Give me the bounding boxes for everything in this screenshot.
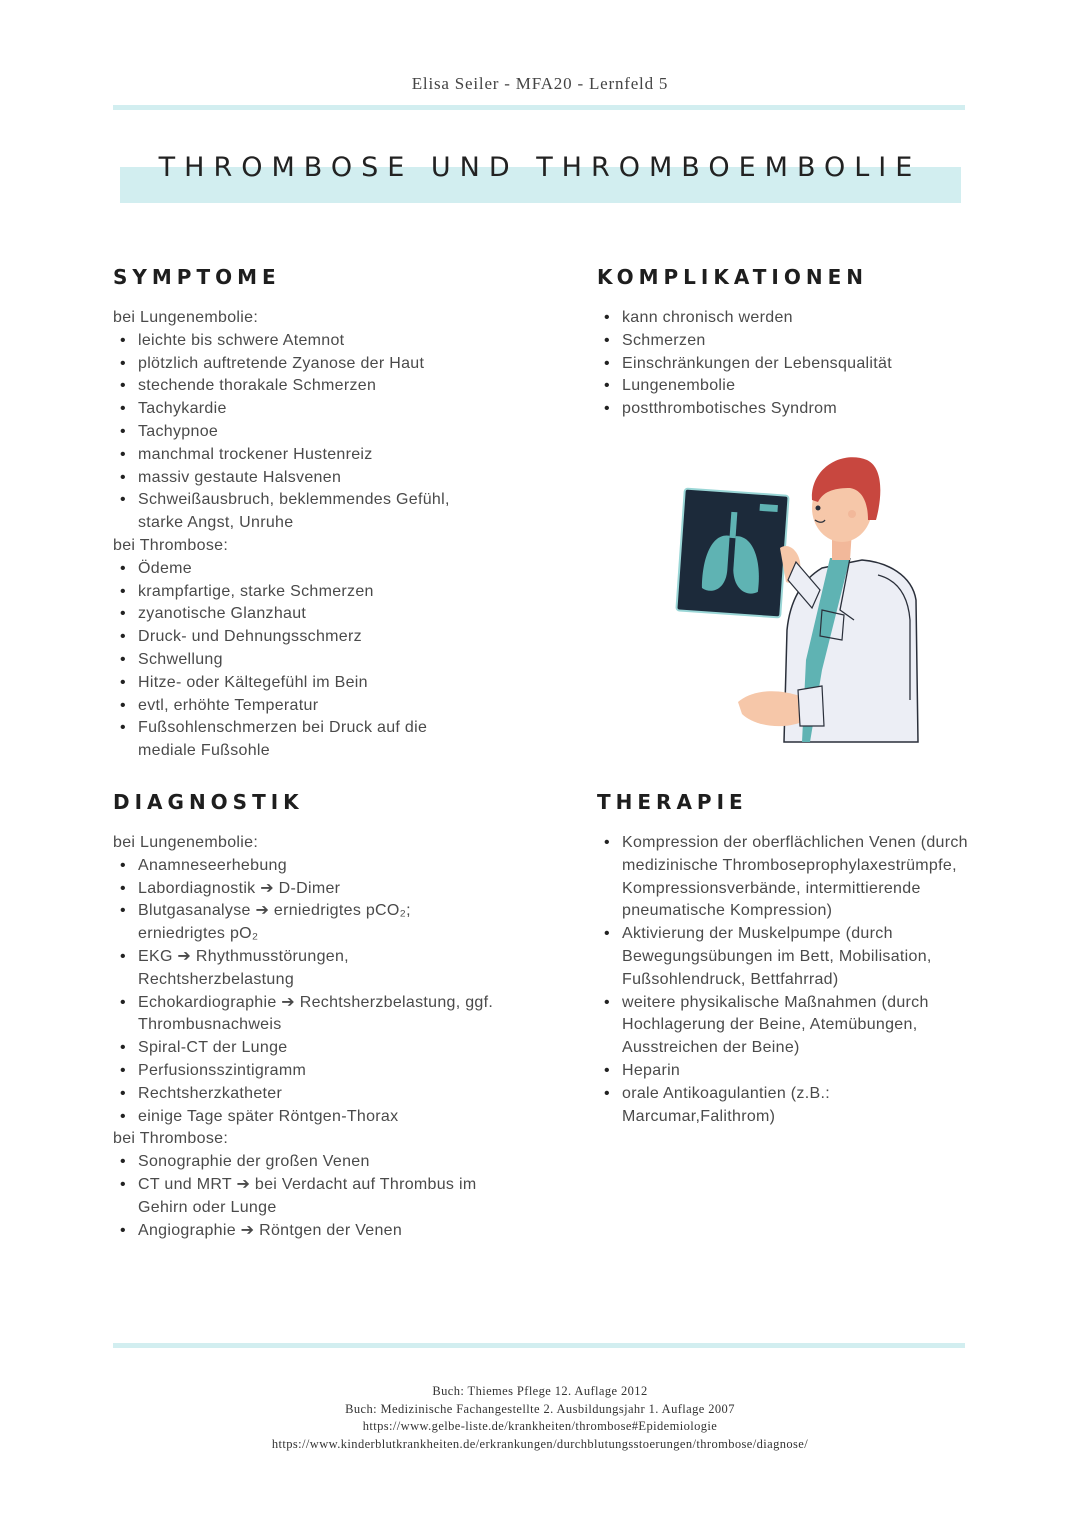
- subheading: bei Lungenembolie:: [113, 309, 259, 326]
- list-item: • Tachypnoe: [113, 421, 533, 444]
- list-item: • krampfartige, starke Schmerzen: [113, 581, 533, 604]
- list-item: • Tachykardie: [113, 398, 533, 421]
- list-item: • Spiral-CT der Lunge: [113, 1037, 533, 1060]
- list-item: • CT und MRT ➔ bei Verdacht auf Thrombus im Gehirn oder Lunge: [113, 1174, 498, 1220]
- list-item: • postthrombotisches Syndrom: [597, 398, 977, 421]
- list-item: • Aktivierung der Muskelpumpe (durch Bewegungsübungen im Bett, Mobilisation, Fußsohlendruck, Bettfahrrad): [597, 923, 969, 991]
- list-item: • Schweißausbruch, beklemmendes Gefühl, starke Angst, Unruhe: [113, 489, 483, 535]
- xray-board: [676, 489, 788, 618]
- list-item: • EKG ➔ Rhythmusstörungen, Rechtsherzbelastung: [113, 946, 378, 992]
- subheading: bei Thrombose:: [113, 1130, 229, 1148]
- list-item: • Einschränkungen der Lebensqualität: [597, 353, 977, 376]
- list-item: • stechende thorakale Schmerzen: [113, 375, 533, 398]
- list-item: • Schmerzen: [597, 330, 977, 353]
- list-item: • massiv gestaute Halsvenen: [113, 467, 533, 490]
- list-item: • einige Tage später Röntgen-Thorax: [113, 1106, 533, 1129]
- list-item: • kann chronisch werden: [597, 307, 977, 330]
- source-link[interactable]: https://www.gelbe-liste.de/krankheiten/thrombose#Epidemiologie: [362, 1419, 718, 1433]
- list-item: • Lungenembolie: [597, 375, 977, 398]
- list-item: • Echokardiographie ➔ Rechtsherzbelastung, ggf. Thrombusnachweis: [113, 992, 518, 1038]
- section-therapie: [597, 790, 969, 1128]
- source-line: Buch: Thiemes Pflege 12. Auflage 2012: [432, 1384, 648, 1398]
- top-divider: [113, 105, 965, 110]
- symptoms-lungenembolie-list: [113, 330, 533, 535]
- list-item: • Druck- und Dehnungsschmerz: [113, 626, 533, 649]
- list-item: • Sonographie der großen Venen: [113, 1151, 533, 1174]
- list-item: • leichte bis schwere Atemnot: [113, 330, 533, 353]
- list-item: • Labordiagnostik ➔ D-Dimer: [113, 878, 533, 901]
- symptoms-thrombose-list: [113, 558, 533, 763]
- page-header: Elisa Seiler - MFA20 - Lernfeld 5: [411, 74, 669, 93]
- section-title: SYMPTOME: [113, 265, 281, 289]
- sources-footer: [0, 1383, 1080, 1453]
- list-item: • Kompression der oberflächlichen Venen (durch medizinische Thromboseprophylaxestrümpfe, Kompressionsverbände, intermittierende pneumatische Kompression): [597, 832, 969, 923]
- subheading: bei Lungenembolie:: [113, 834, 259, 851]
- source-line: Buch: Medizinische Fachangestellte 2. Ausbildungsjahr 1. Auflage 2007: [345, 1401, 735, 1416]
- section-title: KOMPLIKATIONEN: [597, 265, 868, 289]
- list-item: • Schwellung: [113, 649, 533, 672]
- diagnostik-thrombose-list: [113, 1151, 533, 1242]
- list-item: • Perfusionsszintigramm: [113, 1060, 533, 1083]
- section-symptome: [113, 265, 533, 763]
- list-item: • evtl, erhöhte Temperatur: [113, 695, 533, 718]
- list-item: • Angiographie ➔ Röntgen der Venen: [113, 1220, 533, 1243]
- list-item: • manchmal trockener Hustenreiz: [113, 444, 533, 467]
- section-komplikationen: [597, 265, 977, 421]
- list-item: • zyanotische Glanzhaut: [113, 603, 533, 626]
- list-item: • Anamneseerhebung: [113, 855, 533, 878]
- list-item: • weitere physikalische Maßnahmen (durch Hochlagerung der Beine, Atemübungen, Ausstreichen der Beine): [597, 992, 969, 1060]
- list-item: • Fußsohlenschmerzen bei Druck auf die mediale Fußsohle: [113, 717, 458, 763]
- komplikationen-list: [597, 307, 977, 421]
- source-link[interactable]: https://www.kinderblutkrankheiten.de/erkrankungen/durchblutungsstoerungen/thrombose/diagnose/: [271, 1436, 809, 1451]
- list-item: • orale Antikoagulantien (z.B.: Marcumar,Falithrom): [597, 1083, 862, 1129]
- list-item: • Hitze- oder Kältegefühl im Bein: [113, 672, 533, 695]
- diagnostik-lungenembolie-list: [113, 855, 533, 1129]
- list-item: • Rechtsherzkatheter: [113, 1083, 533, 1106]
- list-item: • Ödeme: [113, 558, 533, 581]
- therapie-list: [597, 832, 969, 1128]
- page-title: THROMBOSE UND THROMBOEMBOLIE: [158, 152, 922, 183]
- list-item: • plötzlich auftretende Zyanose der Haut: [113, 353, 533, 376]
- bottom-divider: [113, 1343, 965, 1348]
- list-item: • Heparin: [597, 1060, 969, 1083]
- list-item: • Blutgasanalyse ➔ erniedrigtes pCO₂; erniedrigtes pO₂: [113, 900, 448, 946]
- lower-hand-shape: [738, 691, 802, 726]
- section-title: THERAPIE: [597, 790, 748, 814]
- section-title: DIAGNOSTIK: [113, 790, 304, 814]
- doctor-xray-illustration: [672, 450, 932, 746]
- section-diagnostik: [113, 790, 533, 1242]
- subheading: bei Thrombose:: [113, 536, 229, 554]
